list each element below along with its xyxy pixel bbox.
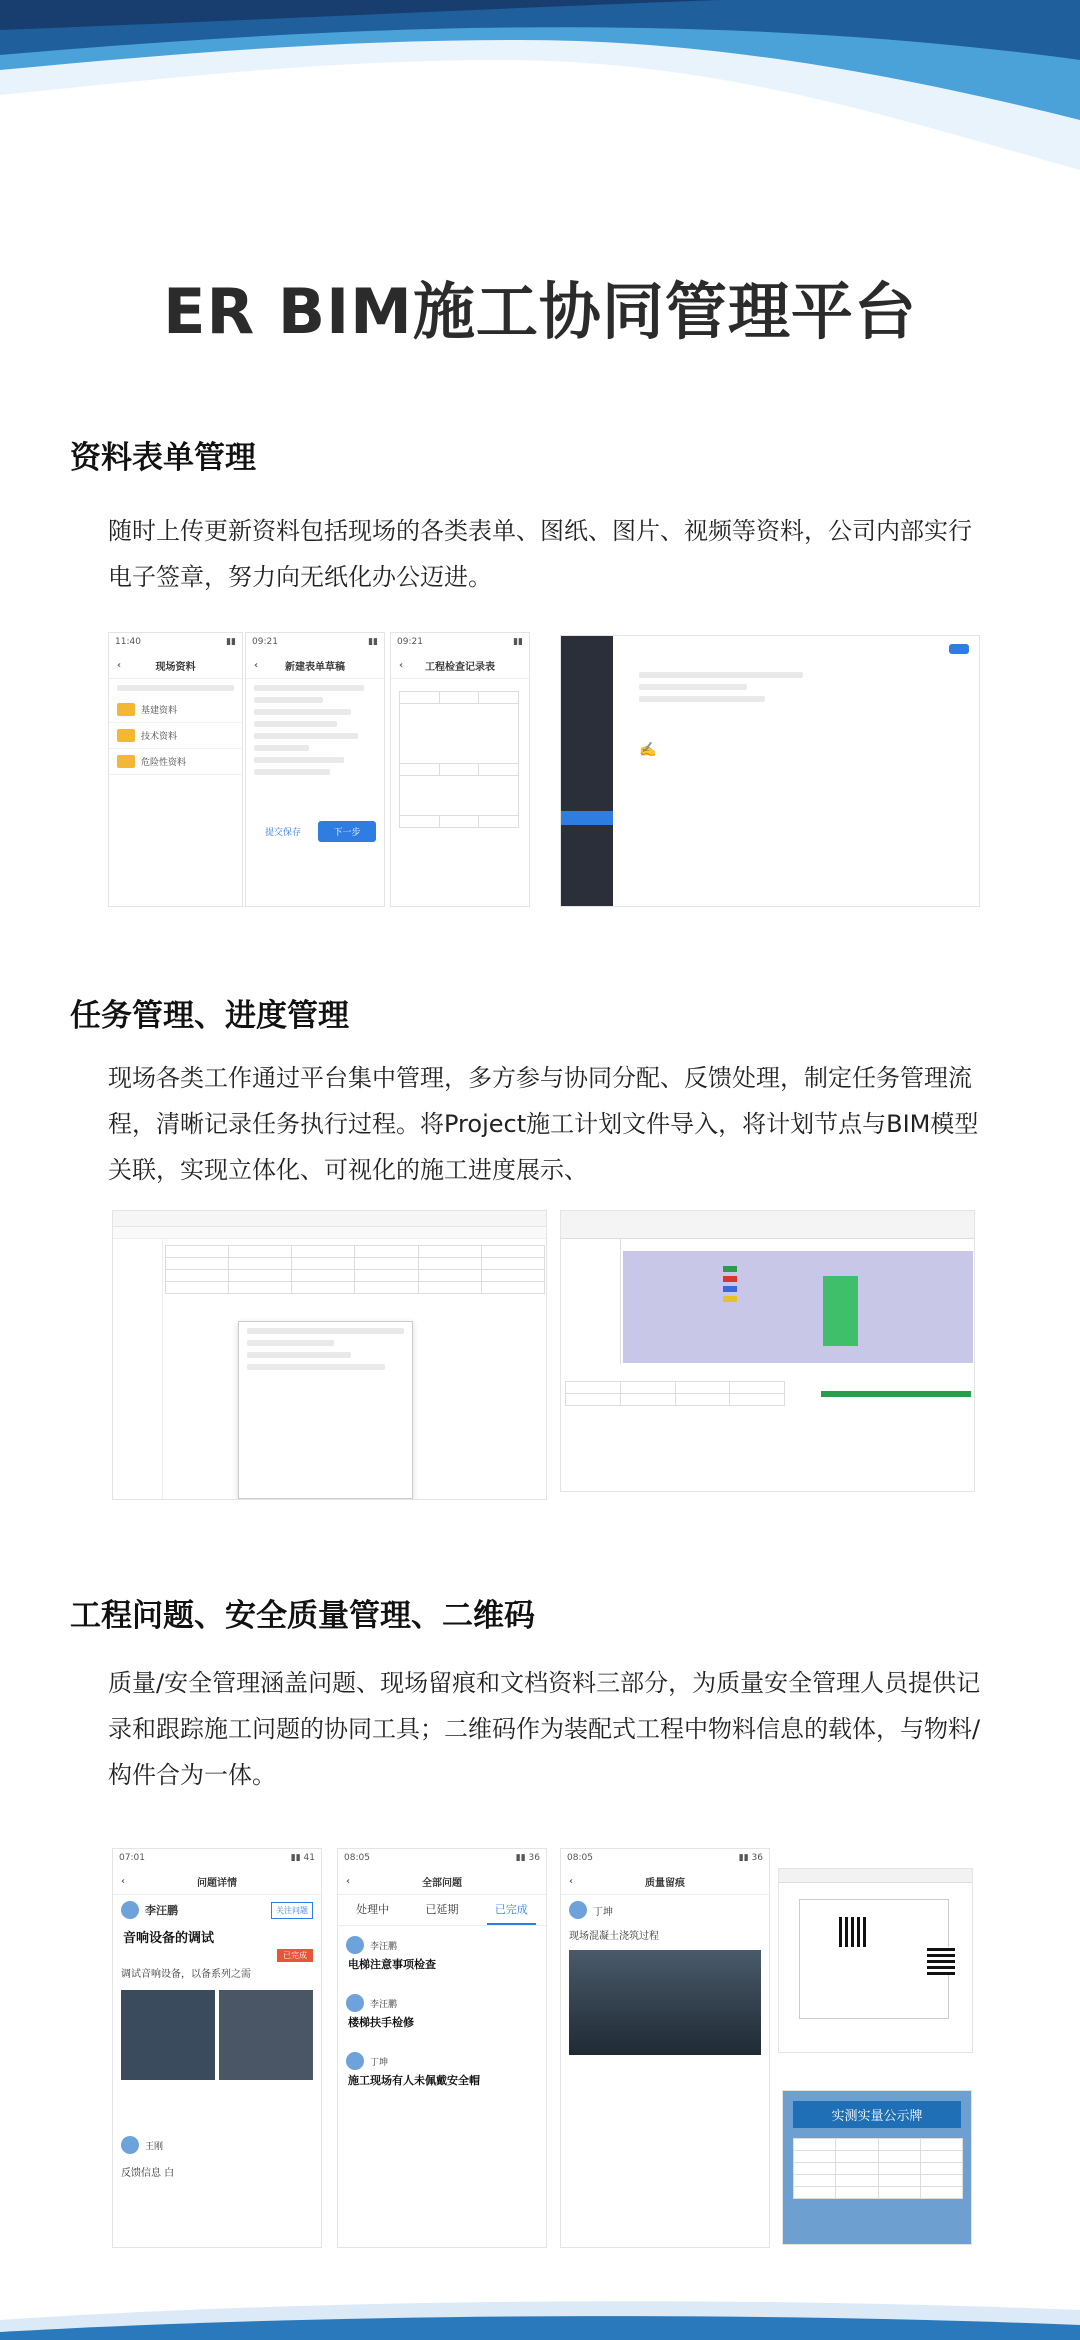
screen-title: 现场资料 [155,662,196,673]
signature-image: ✍ [639,742,657,758]
status-time: 07:01 [119,1853,145,1863]
next-step-button[interactable]: 下一步 [318,821,376,842]
issue-description: 调试音响设备，以备系列之需 [121,1969,251,1980]
avatar [346,1994,364,2012]
reply-text: 反馈信息 白 [121,2168,175,2179]
issue-title: 施工现场有人未佩戴安全帽 [348,2074,480,2087]
folder-icon [117,729,135,742]
screen-title: 工程检查记录表 [425,662,495,673]
screenshot-inspection-form: 09:21 ▮▮ ‹ 工程检查记录表 [390,632,530,907]
schedule-table [565,1381,785,1406]
qr-code-icon [927,1947,955,1975]
folder-icon [117,703,135,716]
status-time: 08:05 [567,1853,593,1863]
board-title: 实测实量公示牌 [793,2101,961,2128]
screenshot-new-form: 09:21 ▮▮ ‹ 新建表单草稿 提交保存 下一步 [245,632,385,907]
avatar [346,1936,364,1954]
follow-issue-button[interactable]: 关注问题 [271,1902,313,1919]
page-title: ER BIM施工协同管理平台 [163,275,917,348]
top-wave-decoration [0,0,1080,200]
status-time: 08:05 [344,1853,370,1863]
site-photo [569,1950,761,2055]
bottom-wave-decoration [0,2290,1080,2340]
action-button[interactable] [949,644,969,654]
screenshot-issue-detail: 07:01 ▮▮ 41 ‹ 问题详情 李汪鹏 关注问题 音响设备的调试 已完成 调试音响设备，以备系列之需 王刚 反馈信息 白 [112,1848,322,2248]
folder-row[interactable] [109,697,242,723]
post-text: 现场混凝土浇筑过程 [569,1931,659,1942]
status-time: 09:21 [252,637,278,647]
screen-title: 全部问题 [422,1878,462,1889]
issue-author: 李汪鹏 [370,1941,398,1952]
list-item[interactable] [338,2042,546,2100]
photo-quality-board [782,2090,972,2245]
screen-title: 质量留痕 [645,1878,685,1889]
tab-completed[interactable]: 已完成 [487,1895,536,1925]
folder-icon [117,755,135,768]
signature-form [631,666,811,798]
form-table [399,691,519,828]
status-badge: 已完成 [277,1949,313,1962]
task-table [165,1245,545,1294]
folder-label: 技术资料 [141,732,178,742]
reply-author: 王刚 [145,2141,164,2152]
gantt-bar [821,1391,971,1397]
dark-sidebar [561,636,613,907]
issue-title: 电梯注意事项检查 [348,1958,436,1971]
avatar [121,1901,139,1919]
tab-in-progress[interactable]: 处理中 [356,1903,390,1916]
screenshot-site-docs: 11:40 ▮▮ ‹ 现场资料 基建资料 技术资料 危险性资料 [108,632,243,907]
save-draft-button[interactable]: 提交保存 [254,821,312,842]
avatar [569,1901,587,1919]
screenshot-all-issues: 08:05 ▮▮ 36 ‹ 全部问题 处理中 已延期 已完成 李汪鹏 电梯注意事项检查 李汪鹏 楼梯扶手检修 丁坤 施工现场有人未佩戴安全帽 [337,1848,547,2248]
folder-row[interactable] [109,749,242,775]
screenshot-quality-trace: 08:05 ▮▮ 36 ‹ 质量留痕 丁坤 现场混凝土浇筑过程 [560,1848,770,2248]
folder-label: 基建资料 [141,706,178,716]
section-heading-tasks: 任务管理、进度管理 [70,998,349,1034]
tab-delayed[interactable]: 已延期 [425,1903,459,1916]
screenshot-qr-code-window [778,1868,973,2053]
issue-author: 丁坤 [370,2057,389,2068]
screenshot-bim-schedule [560,1210,975,1492]
section-text-docs: 随时上传更新资料包括现场的各类表单、图纸、图片、视频等资料，公司内部实行电子签章，努力向无纸化办公迈进。 [108,517,972,591]
board-table [793,2138,963,2199]
status-time: 09:21 [397,637,423,647]
screenshot-task-manager [112,1210,547,1500]
section-heading-docs: 资料表单管理 [70,440,256,476]
issue-author: 李汪鹏 [145,1904,178,1917]
section-text-quality: 质量/安全管理涵盖问题、现场留痕和文档资料三部分，为质量安全管理人员提供记录和跟踪施工问题的协同工具；二维码作为装配式工程中物料信息的载体，与物料/构件合为一体。 [108,1669,981,1789]
avatar [346,2052,364,2070]
section-heading-quality: 工程问题、安全质量管理、二维码 [70,1598,535,1634]
issue-title: 楼梯扶手检修 [348,2016,414,2029]
post-author: 丁坤 [593,1906,613,1918]
screenshot-web-signature [560,635,980,907]
bim-viewport [623,1251,973,1363]
avatar [121,2136,139,2154]
issue-title: 音响设备的调试 [123,1931,215,1946]
folder-row[interactable] [109,723,242,749]
list-item[interactable] [338,1926,546,1984]
task-dialog [238,1321,413,1499]
issue-author: 李汪鹏 [370,1999,398,2010]
issue-photos [113,1984,321,2086]
screen-title: 新建表单草稿 [285,662,345,673]
qr-code-icon [839,1917,869,1947]
screen-title: 问题详情 [197,1878,237,1889]
section-text-tasks: 现场各类工作通过平台集中管理，多方参与协同分配、反馈处理，制定任务管理流程，清晰记录任务执行过程。将Project施工计划文件导入，将计划节点与BIM模型关联，实现立体化、可视化的施工进度展示、 [108,1064,979,1184]
list-item[interactable] [338,1984,546,2042]
folder-label: 危险性资料 [141,758,187,768]
status-time: 11:40 [115,637,141,647]
bim-building-model [823,1276,858,1346]
